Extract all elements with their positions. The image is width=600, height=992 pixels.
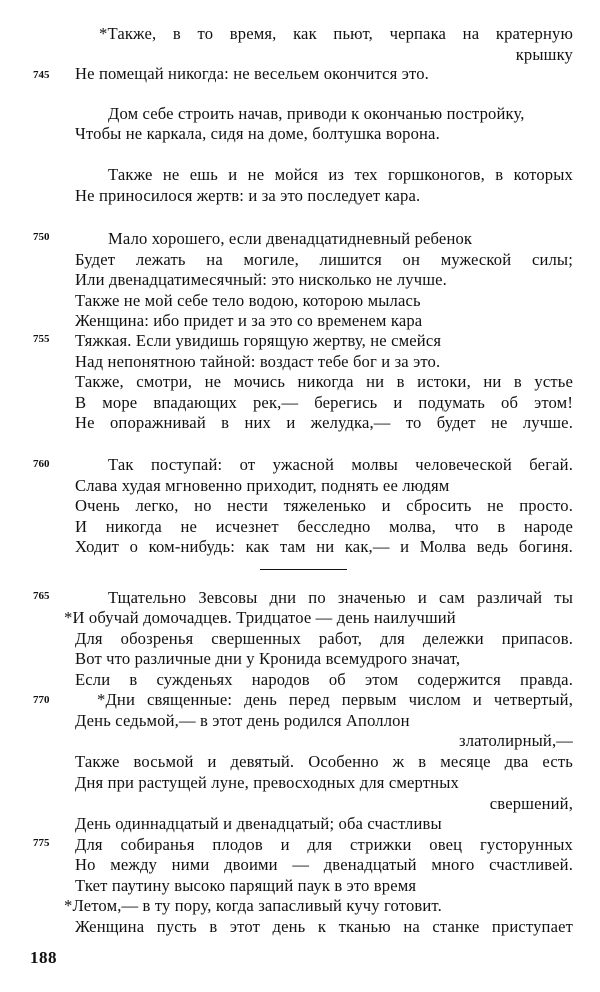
verse-text: Не опоражнивай в них и желудка,— то будет не лучше.	[75, 413, 573, 432]
line-number: 760	[33, 458, 50, 470]
verse-line	[0, 352, 600, 374]
verse-line	[0, 814, 600, 836]
line-number: 745	[33, 69, 50, 81]
verse-line	[0, 165, 600, 187]
verse-text: Тяжкая. Если увидишь горящую жертву, не смейся	[75, 331, 442, 350]
verse-text: Женщина: ибо придет и за это со временем кара	[75, 311, 423, 330]
verse-line	[0, 311, 600, 333]
verse-line	[0, 229, 600, 251]
page-number: 188	[30, 948, 57, 967]
verse-text: Но между ними двоими — двенадцатый много счастливей.	[75, 855, 573, 874]
verse-line	[0, 64, 600, 86]
verse-text: Ходит о ком-нибудь: как там ни как,— и Молва ведь богиня.	[75, 537, 573, 556]
verse-text: Чтобы не каркала, сидя на доме, болтушка ворона.	[75, 124, 440, 143]
line-number: 755	[33, 333, 50, 345]
verse-text: Над непонятною тайной: воздаст тебе бог и за это.	[75, 352, 441, 371]
verse-line	[0, 731, 600, 753]
verse-line	[0, 455, 600, 477]
verse-line	[0, 588, 600, 610]
verse-text: *Также, в то время, как пьют, черпака на кратерную	[99, 24, 573, 43]
verse-line	[0, 896, 600, 918]
verse-text: Женщина пусть в этот день к тканью на станке приступает	[75, 917, 573, 936]
verse-line	[0, 608, 600, 630]
verse-line	[0, 773, 600, 795]
verse-text: Также, смотри, не мочись никогда ни в истоки, ни в устье	[75, 372, 573, 391]
verse-line	[0, 629, 600, 651]
verse-text: *Летом,— в ту пору, когда запасливый кучу готовит.	[64, 896, 442, 915]
verse-line	[0, 794, 600, 816]
verse-text: Также восьмой и девятый. Особенно ж в месяце два есть	[75, 752, 573, 771]
verse-line	[0, 291, 600, 313]
verse-text: Не помещай никогда: не весельем окончится это.	[75, 64, 429, 83]
verse-text: Вот что различные дни у Кронида всемудрого значат,	[75, 649, 461, 668]
verse-line	[0, 917, 600, 939]
line-number: 765	[33, 590, 50, 602]
verse-text: Так поступай: от ужасной молвы человеческой бегай.	[108, 455, 573, 474]
verse-text: Для обозренья свершенных работ, для дележки припасов.	[75, 629, 573, 648]
verse-line	[0, 124, 600, 146]
verse-line	[0, 690, 600, 712]
verse-text: Для собиранья плодов и для стрижки овец густорунных	[75, 835, 573, 854]
verse-line	[0, 855, 600, 877]
verse-text: *И обучай домочадцев. Тридцатое — день наилучший	[64, 608, 456, 627]
verse-text: Также не мой себе тело водою, которою мылась	[75, 291, 421, 310]
verse-line	[0, 270, 600, 292]
verse-line	[0, 752, 600, 774]
verse-line	[0, 649, 600, 671]
verse-text: Если в сужденьях народов об этом содержится правда.	[75, 670, 573, 689]
verse-line	[0, 496, 600, 518]
line-number: 775	[33, 837, 50, 849]
verse-text: *Дни священные: день перед первым числом и четвертый,	[97, 690, 573, 709]
verse-text: Ткет паутину высоко парящий паук в это время	[75, 876, 417, 895]
verse-text: златолирный,—	[459, 731, 573, 750]
verse-line	[0, 104, 600, 126]
verse-text: В море впадающих рек,— берегись и подумать об этом!	[75, 393, 573, 412]
verse-line	[0, 670, 600, 692]
verse-text: Дом себе строить начав, приводи к окончанью постройку,	[108, 104, 525, 123]
verse-line	[0, 186, 600, 208]
verse-text: Мало хорошего, если двенадцатидневный ребенок	[108, 229, 473, 248]
verse-line	[0, 372, 600, 394]
verse-text: Дня при растущей луне, превосходных для смертных	[75, 773, 459, 792]
verse-text: Будет лежать на могиле, лишится он мужеской силы;	[75, 250, 573, 269]
verse-text: Или двенадцатимесячный: это нисколько не лучше.	[75, 270, 447, 289]
line-number: 750	[33, 231, 50, 243]
verse-line	[0, 413, 600, 435]
verse-text: И никогда не исчезнет бесследно молва, что в народе	[75, 517, 573, 536]
verse-text: Не приносилося жертв: и за это последует кара.	[75, 186, 421, 205]
verse-text: свершений,	[489, 794, 573, 813]
verse-line	[0, 24, 600, 46]
verse-text: День седьмой,— в этот день родился Аполлон	[75, 711, 410, 730]
verse-text: Также не ешь и не мойся из тех горшконогов, в которых	[108, 165, 573, 184]
verse-text: Очень легко, но нести тяжеленько и сбросить не просто.	[75, 496, 573, 515]
verse-line	[0, 250, 600, 272]
section-divider	[260, 569, 347, 570]
verse-text: День одиннадцатый и двенадцатый; оба счастливы	[75, 814, 442, 833]
verse-line	[0, 835, 600, 857]
verse-line	[0, 517, 600, 539]
verse-line	[0, 711, 600, 733]
verse-line	[0, 331, 600, 353]
verse-text: Тщательно Зевсовы дни по значенью и сам различай ты	[108, 588, 573, 607]
verse-line	[0, 393, 600, 415]
verse-text: Слава худая мгновенно приходит, поднять ее людям	[75, 476, 450, 495]
verse-line	[0, 876, 600, 898]
verse-text: крышку	[515, 45, 573, 64]
line-number: 770	[33, 694, 50, 706]
verse-line	[0, 476, 600, 498]
verse-line	[0, 537, 600, 559]
